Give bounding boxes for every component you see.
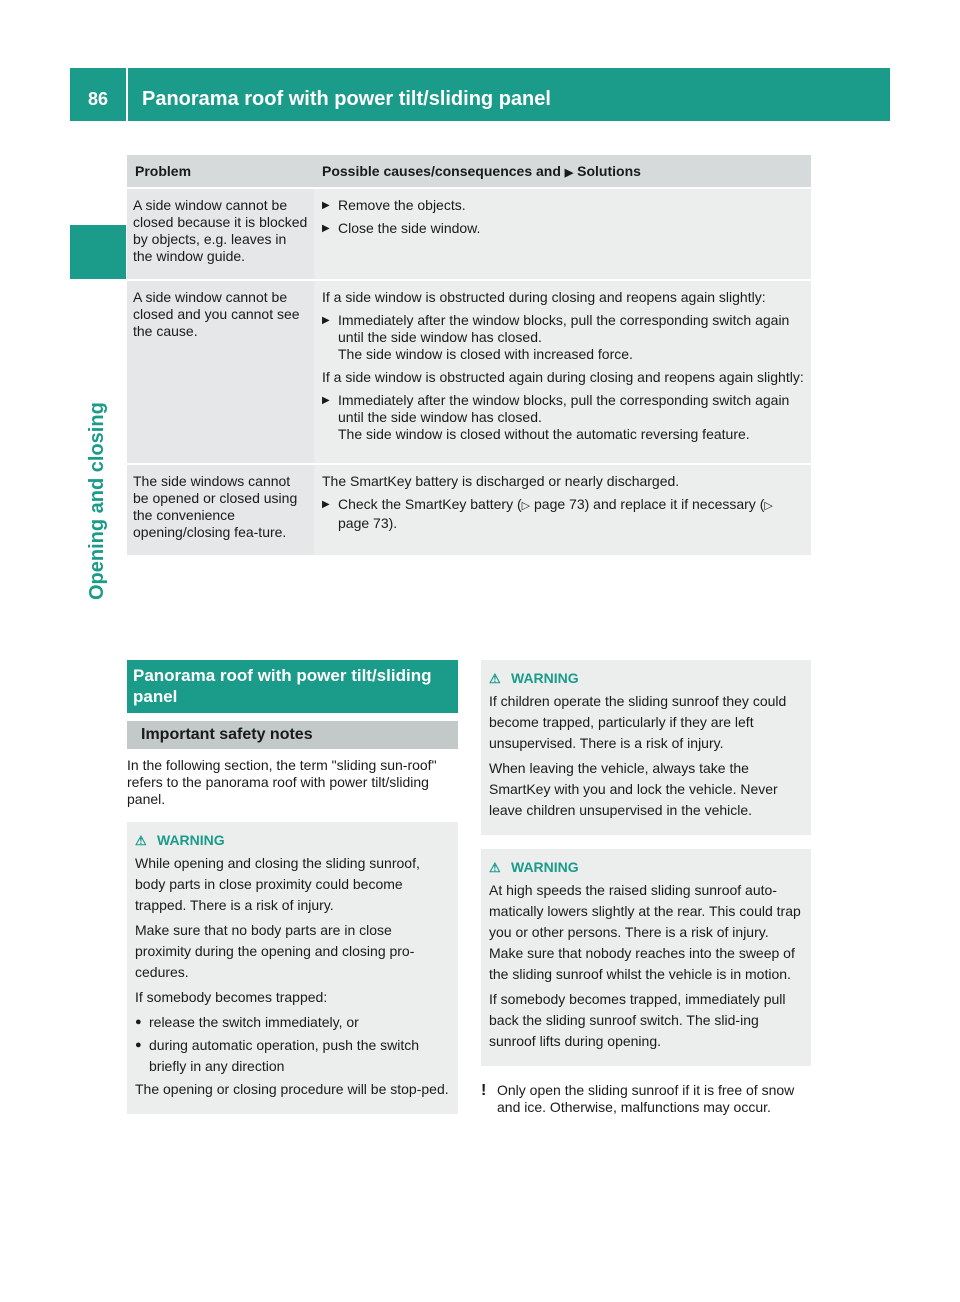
warning-triangle-icon: ⚠ (489, 860, 501, 875)
col-header-text-solutions: Solutions (577, 163, 641, 179)
col-header-problem: Problem (135, 163, 192, 179)
step-action: Immediately after the window blocks, pull the corresponding switch again until the side window has closed. (338, 312, 790, 345)
solution-cell (314, 189, 811, 279)
page-link[interactable]: page 73) and replace it if necessary ( (530, 496, 765, 512)
subsection-title: Important safety notes (127, 721, 458, 749)
cause-text: If a side window is obstructed again during closing and reopens again slightly: (322, 369, 804, 385)
table-row (127, 465, 811, 557)
step-item (322, 392, 805, 443)
step-item (322, 496, 805, 532)
step-arrow-icon: ▶ (322, 315, 330, 326)
step-item (322, 312, 805, 363)
warning-text: If somebody becomes trapped, immediately pull back the sliding sunroof switch. The slid-ing sunroof lifts during opening. (489, 991, 786, 1049)
problem-cell: The side windows cannot be opened or closed using the convenience opening/closing fea-ture. (127, 465, 314, 555)
step-action: Immediately after the window blocks, pull the corresponding switch again until the side window has closed. (338, 392, 790, 425)
step-result: The side window is closed without the automatic reversing feature. (338, 426, 750, 442)
step-text: Remove the objects. (338, 197, 466, 213)
bullet-icon: ● (135, 1039, 142, 1051)
solution-cell (314, 465, 811, 555)
step-text: Close the side window. (338, 220, 481, 236)
step-item (322, 197, 805, 214)
left-column (127, 660, 458, 1114)
step-item (322, 220, 805, 237)
warning-text: If somebody becomes trapped: (135, 989, 328, 1005)
page-header (70, 68, 890, 121)
problem-cell: A side window cannot be closed and you cannot see the cause. (127, 281, 314, 463)
step-text (338, 312, 805, 363)
page-ref-icon: ▷ (521, 500, 531, 512)
warning-label: WARNING (511, 859, 579, 875)
table-row (127, 189, 811, 281)
warning-text: If children operate the sliding sunroof they could become trapped, particularly if they are left unsupervised. There is a risk of injury. (489, 693, 787, 751)
problem-solution-table (127, 155, 811, 557)
side-tab-label: Opening and closing (86, 402, 108, 600)
warning-text: When leaving the vehicle, always take the SmartKey with you and lock the vehicle. Never leave children unsupervised in the vehicle. (489, 760, 778, 818)
warning-text: At high speeds the raised sliding sunroof auto-matically lowers slightly at the rear. This could trap you or other persons. There is a risk of injury. Make sure that nobody reaches into the sweep of the sliding sunroof whilst the vehicle is in motion. (489, 882, 801, 982)
section-title: Panorama roof with power tilt/sliding panel (127, 660, 458, 713)
step-text (338, 392, 805, 443)
warning-label: WARNING (511, 670, 579, 686)
table-row (127, 281, 811, 465)
cause-text: If a side window is obstructed during closing and reopens again slightly: (322, 289, 766, 305)
header-title: Panorama roof with power tilt/sliding panel (142, 88, 551, 110)
warning-box (127, 822, 458, 1114)
step-arrow-icon: ▶ (322, 200, 330, 211)
exclamation-icon: ! (481, 1082, 487, 1099)
header-divider (126, 68, 128, 121)
list-item (135, 1012, 450, 1033)
warning-text: Make sure that no body parts are in close proximity during the opening and closing pro-cedures. (135, 922, 415, 980)
list-item (135, 1035, 450, 1077)
step-text (338, 496, 805, 532)
step-result: The side window is closed with increased force. (338, 346, 633, 362)
col-header-solutions (314, 155, 811, 187)
warning-triangle-icon: ⚠ (489, 671, 501, 686)
warning-text: The opening or closing procedure will be stop-ped. (135, 1081, 449, 1097)
warning-label: WARNING (157, 832, 225, 848)
page-number: 86 (87, 89, 109, 109)
note-text: Only open the sliding sunroof if it is free of snow and ice. Otherwise, malfunctions may occur. (497, 1082, 795, 1115)
step-arrow-icon: ▶ (322, 499, 330, 510)
step-text-part: Check the SmartKey battery ( (338, 496, 522, 512)
cause-text: The SmartKey battery is discharged or nearly discharged. (322, 473, 680, 489)
solution-cell (314, 281, 811, 463)
warning-triangle-icon: ⚠ (135, 833, 147, 848)
note (481, 1082, 811, 1116)
list-item-text: during automatic operation, push the switch briefly in any direction (149, 1037, 420, 1074)
warning-header (489, 857, 803, 878)
page-link[interactable]: page 73). (338, 515, 398, 531)
problem-cell: A side window cannot be closed because it is blocked by objects, e.g. leaves in the window guide. (127, 189, 314, 279)
side-tab-marker (70, 225, 126, 279)
intro-text: In the following section, the term "sliding sun-roof" refers to the panorama roof with power tilt/sliding panel. (127, 757, 437, 807)
bullet-icon: ● (135, 1016, 142, 1028)
warning-header (135, 830, 450, 851)
warning-box (481, 849, 811, 1066)
warning-text: While opening and closing the sliding sunroof, body parts in close proximity could become trapped. There is a risk of injury. (135, 855, 420, 913)
warning-box (481, 660, 811, 835)
table-header (127, 155, 811, 189)
solution-arrow-icon: ▶ (564, 167, 574, 179)
page-ref-icon: ▷ (764, 500, 773, 512)
col-header-text: Possible causes/consequences and (322, 163, 561, 179)
list-item-text: release the switch immediately, or (149, 1014, 359, 1030)
warning-header (489, 668, 803, 689)
step-arrow-icon: ▶ (322, 395, 330, 406)
step-arrow-icon: ▶ (322, 223, 330, 234)
right-column (481, 660, 811, 1116)
